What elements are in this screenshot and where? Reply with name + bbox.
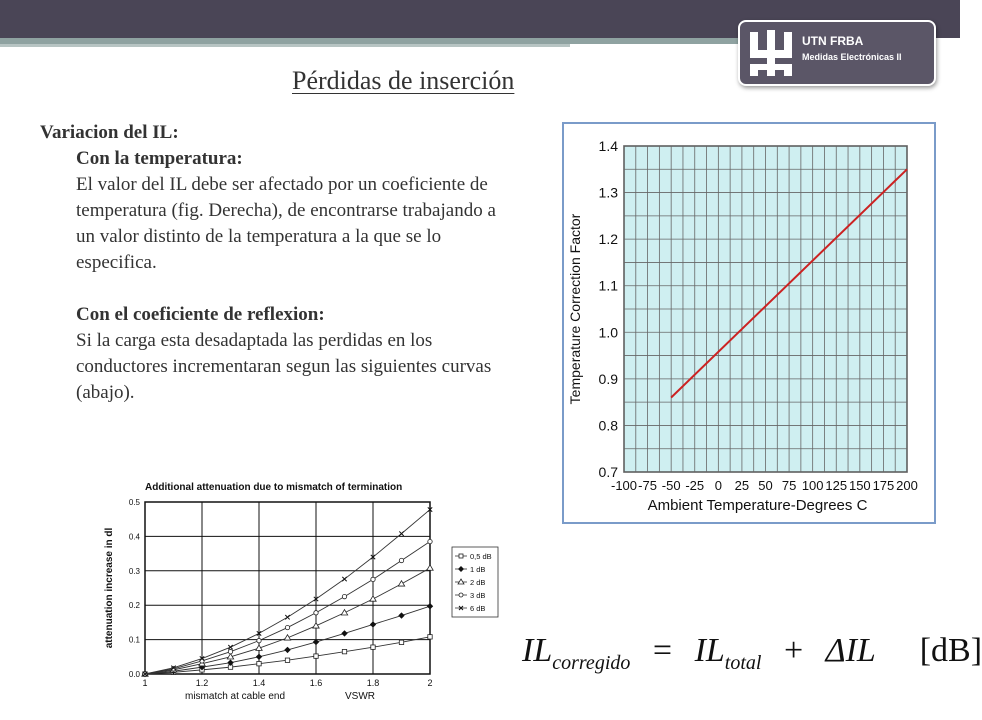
y-tick-label: 0.4: [128, 532, 140, 542]
data-point: [342, 649, 346, 653]
legend-label: 6 dB: [470, 604, 486, 613]
slide-title: Pérdidas de inserción: [292, 66, 515, 95]
logo-title: UTN FRBA: [802, 34, 864, 48]
y-tick-label: 0.9: [598, 370, 618, 387]
data-point: [228, 649, 232, 653]
data-point: [257, 638, 261, 642]
section-heading: Variacion del IL:: [40, 122, 179, 143]
formula-plus: +: [783, 632, 804, 669]
y-axis-label: Temperature Correction Factor: [567, 213, 583, 405]
temperature-chart-frame: [562, 122, 936, 524]
data-point: [371, 577, 375, 581]
legend-label: 2 dB: [470, 578, 486, 587]
data-point: [428, 635, 432, 639]
y-tick-label: 0.5: [128, 498, 140, 507]
mismatch-chart-frame: [100, 476, 500, 712]
temperature-heading: Con la temperatura:: [76, 148, 243, 169]
x-tick-label: 50: [758, 478, 773, 493]
temperature-paragraph: El valor del IL debe ser afectado por un coeficiente de temperatura (fig. Derecha), de encontrarse trabajando a un valor distinto de la temperatura a la que se lo especifica.: [76, 174, 496, 273]
formula-rhs1: IL: [694, 632, 725, 669]
logo-subtitle: Medidas Electrónicas II: [802, 52, 902, 62]
x-tick-label: 1.6: [309, 678, 323, 688]
y-tick-label: 0.8: [598, 417, 618, 434]
x-tick-label: 200: [896, 478, 918, 493]
data-point: [285, 658, 289, 662]
y-tick-label: 1.0: [598, 324, 618, 341]
y-tick-label: 0.3: [128, 566, 140, 576]
data-point: [314, 654, 318, 658]
legend-label: 3 dB: [470, 591, 486, 600]
x-tick-label: 125: [825, 478, 848, 493]
x-tick-label: 1.4: [252, 678, 266, 688]
temperature-correction-chart: [564, 124, 934, 522]
chart-title: Additional attenuation due to mismatch of termination: [145, 482, 403, 493]
y-tick-label: 0.1: [128, 635, 140, 645]
top-accent-stripe-thin: [0, 44, 570, 47]
formula-equals: =: [652, 632, 673, 669]
x-tick-label: -100: [610, 478, 638, 493]
data-point: [257, 661, 261, 665]
data-point: [399, 640, 403, 644]
reflection-heading: Con el coeficiente de reflexion:: [76, 304, 325, 325]
data-point: [371, 645, 375, 649]
formula-lhs: IL: [522, 632, 553, 669]
x-tick-label: 1.8: [366, 678, 380, 688]
y-tick-label: 1.4: [598, 138, 618, 154]
data-point: [342, 594, 346, 598]
formula-unit: [dB]: [919, 632, 982, 669]
data-point: [399, 558, 403, 562]
legend-label: 1 dB: [470, 565, 486, 574]
x-tick-label: 175: [872, 478, 895, 493]
x-axis-label: mismatch at cable end: [185, 691, 286, 702]
x-tick-label: -75: [638, 478, 657, 493]
utn-logo-icon: [746, 28, 796, 78]
y-axis-label: attenuation increase in dl: [104, 527, 115, 649]
x-tick-label: 100: [801, 478, 824, 493]
x-tick-label: 75: [781, 478, 797, 493]
y-tick-label: 1.3: [598, 184, 618, 201]
x-tick-label: 2: [427, 678, 433, 688]
data-point: [459, 593, 463, 597]
y-tick-label: 1.1: [598, 277, 618, 294]
legend-label: 0,5 dB: [470, 552, 492, 561]
y-tick-label: 1.2: [598, 231, 618, 248]
y-tick-label: 0.0: [128, 670, 140, 679]
mismatch-attenuation-chart: [100, 476, 500, 712]
formula-rhs1-sub: total: [724, 651, 762, 674]
x-tick-label: 1: [142, 678, 148, 688]
x-tick-label: 0: [714, 478, 722, 493]
x-axis-unit-label: VSWR: [345, 691, 375, 702]
x-tick-label: 25: [734, 478, 750, 493]
y-tick-label: 0.2: [128, 601, 140, 611]
x-tick-label: 1.2: [195, 678, 209, 688]
formula-lhs-sub: corregido: [552, 651, 631, 674]
reflection-paragraph: Si la carga esta desadaptada las perdidas en los conductores incrementaran segun las siguientes curvas (abajo).: [76, 330, 492, 403]
data-point: [285, 625, 289, 629]
data-point: [459, 554, 463, 558]
utn-logo-badge: [738, 20, 936, 86]
x-tick-label: 150: [848, 478, 871, 493]
x-axis-label: Ambient Temperature-Degrees C: [647, 497, 868, 514]
x-tick-label: -25: [685, 478, 705, 493]
corrected-il-formula: [522, 632, 982, 675]
y-tick-label: 0.7: [598, 464, 618, 480]
body-text: [40, 120, 500, 406]
x-tick-label: -50: [661, 478, 681, 493]
data-point: [428, 539, 432, 543]
formula-rhs2: ΔIL: [825, 632, 876, 669]
data-point: [314, 611, 318, 615]
